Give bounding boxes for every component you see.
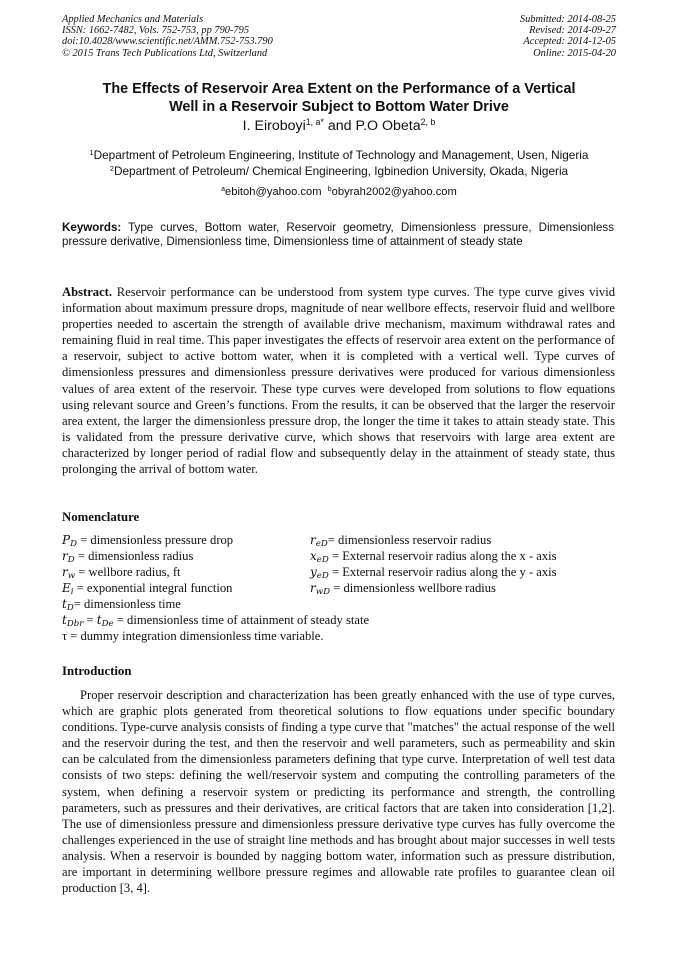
nomenclature-item: $y_{eD}$ = External reservoir radius along the y - axis (310, 565, 557, 582)
nomenclature-full-width (62, 596, 369, 644)
journal-copyright: © 2015 Trans Tech Publications Ltd, Switzerland (62, 47, 268, 59)
journal-issn: ISSN: 1662-7482, Vols. 752-753, pp 790-795 (62, 25, 250, 37)
abstract (62, 284, 615, 477)
author-emails (60, 185, 618, 199)
nomenclature-column-right (310, 532, 557, 596)
paper-title (60, 80, 618, 116)
date-accepted: Accepted: 2014-12-05 (523, 36, 616, 48)
introduction-heading: Introduction (62, 664, 132, 678)
email-marker: b (327, 186, 332, 194)
author-name: I. Eiroboyi (242, 118, 306, 134)
nomenclature-item: $P_D$ = dimensionless pressure drop (62, 533, 234, 550)
introduction-paragraph: Proper reservoir description and characterization has been greatly enhanced with the use of type curves, which are graphic plots generated from theoretical solutions to flow equations under specific boundary conditions. Type-curve analysis consists of finding a type curve that "matches" the actual response of the well and the reservoir during the test, and then the reservoir and well parameters, such as permeability and skin can be calculated from the dimensionless parameters defining that type curve. Interpretation of well test data consists of two steps: defining the well/reservoir system and computing the controlling parameters of the system, when defining a reservoir system or predicting its performance and strength, the controlling parameters, such as pressures and their derivatives, are critical factors that are taken into consideration [1,2]. The use of dimensionless pressure and dimensionless pressure derivative type curves has fully overcome the challenges experienced in the use of straight line methods and has brought about major successes in well tests analysis. When a reservoir is bounded by nagging bottom water, information such as pressure distribution, are important in determining wellbore pressure regimes and allowable rate profiles to guarantee clean oil production [3, 4]. (62, 688, 615, 896)
keywords-text: Type curves, Bottom water, Reservoir geometry, Dimensionless pressure, Dimensionless pressure derivative, Dimensionless time, Dimensionless time of attainment of steady state (62, 221, 614, 249)
abstract-text: Reservoir performance can be understood from system type curves. The type curve gives vivid information about maximum pressure drops, magnitude of near wellbore effects, reservoir fluid and wellbore properties needed to ascertain the strength of available drive mechanism, maximum withdrawal rates and remaining fluid in real time. This paper investigates the effects of reservoir area extent on the performance of a reservoir, subject to active bottom water, when it is completed with a vertical well. Type curves of dimensionless pressures and dimensionless pressure derivatives were produced for various dimensionless values of area extent of the reservoir. These type curves were developed from solutions to flow equations using relevant source and Green’s functions. From the results, it can be observed that the larger the reservoir area extent, the larger the dimensionless pressure drop, the longer the time it takes to attain steady state. This is validated from the pressure derivative curve, which shows that reservoirs with large area extent are characterized by longer period of radial flow and subsequently delay in the attainment of steady state, thus prolonging the arrival of bottom water. (62, 285, 615, 477)
author-list (60, 117, 618, 135)
affiliation-marker: 1 (89, 147, 94, 157)
affiliation (40, 164, 638, 180)
author-conjunction: and (323, 118, 356, 134)
nomenclature-item: $r_{wD}$ = dimensionless wellbore radius (310, 581, 496, 598)
date-online: Online: 2015-04-20 (533, 47, 616, 59)
nomenclature-item: $r_{eD}=$ dimensionless reservoir radius (310, 533, 492, 550)
journal-doi: doi:10.4028/www.scientific.net/AMM.752-753.790 (62, 36, 273, 48)
email-marker: a (221, 186, 225, 194)
keywords-label: Keywords: (62, 221, 122, 234)
nomenclature-item: $x_{eD}$ = External reservoir radius along the x - axis (310, 549, 557, 566)
submission-dates (520, 14, 616, 59)
nomenclature-heading: Nomenclature (62, 510, 140, 524)
affiliations (40, 148, 638, 179)
affiliation (40, 148, 638, 164)
journal-header (62, 14, 273, 59)
nomenclature-item: $r_w$ = wellbore radius, ft (62, 565, 181, 582)
date-revised: Revised: 2014-09-27 (529, 25, 616, 37)
affiliation-text: Department of Petroleum Engineering, Institute of Technology and Management, Usen, Nigeria (93, 148, 589, 162)
nomenclature-item: $t_D=$ dimensionless time (62, 597, 181, 614)
affiliation-text: Department of Petroleum/ Chemical Engineering, Igbinedion University, Okada, Nigeria (113, 163, 569, 178)
journal-name: Applied Mechanics and Materials (62, 14, 204, 25)
nomenclature-column-left (62, 532, 233, 596)
author-superscript: 2, b (420, 117, 436, 128)
nomenclature-item: $r_D$ = dimensionless radius (62, 549, 194, 566)
nomenclature-item: $t_{Dbr} = t_{De}$ = dimensionless time of attainment of steady state (62, 613, 370, 630)
email-link[interactable]: ebitoh@yahoo.com (225, 186, 322, 198)
nomenclature-item: τ = dummy integration dimensionless time variable. (62, 629, 324, 644)
date-submitted: Submitted: 2014-08-25 (519, 14, 616, 25)
email-link[interactable]: obyrah2002@yahoo.com (331, 186, 457, 198)
keywords (62, 221, 614, 250)
affiliation-marker: 2 (109, 163, 114, 173)
nomenclature-item: $E_i$ = exponential integral function (62, 581, 233, 598)
paper-title-line2: Well in a Reservoir Subject to Bottom Water Drive (169, 99, 509, 115)
author-name: P.O Obeta (355, 118, 421, 134)
author-superscript: 1, a* (305, 117, 324, 128)
paper-title-line1: The Effects of Reservoir Area Extent on the Performance of a Vertical (102, 81, 576, 97)
abstract-label: Abstract. (62, 285, 113, 299)
